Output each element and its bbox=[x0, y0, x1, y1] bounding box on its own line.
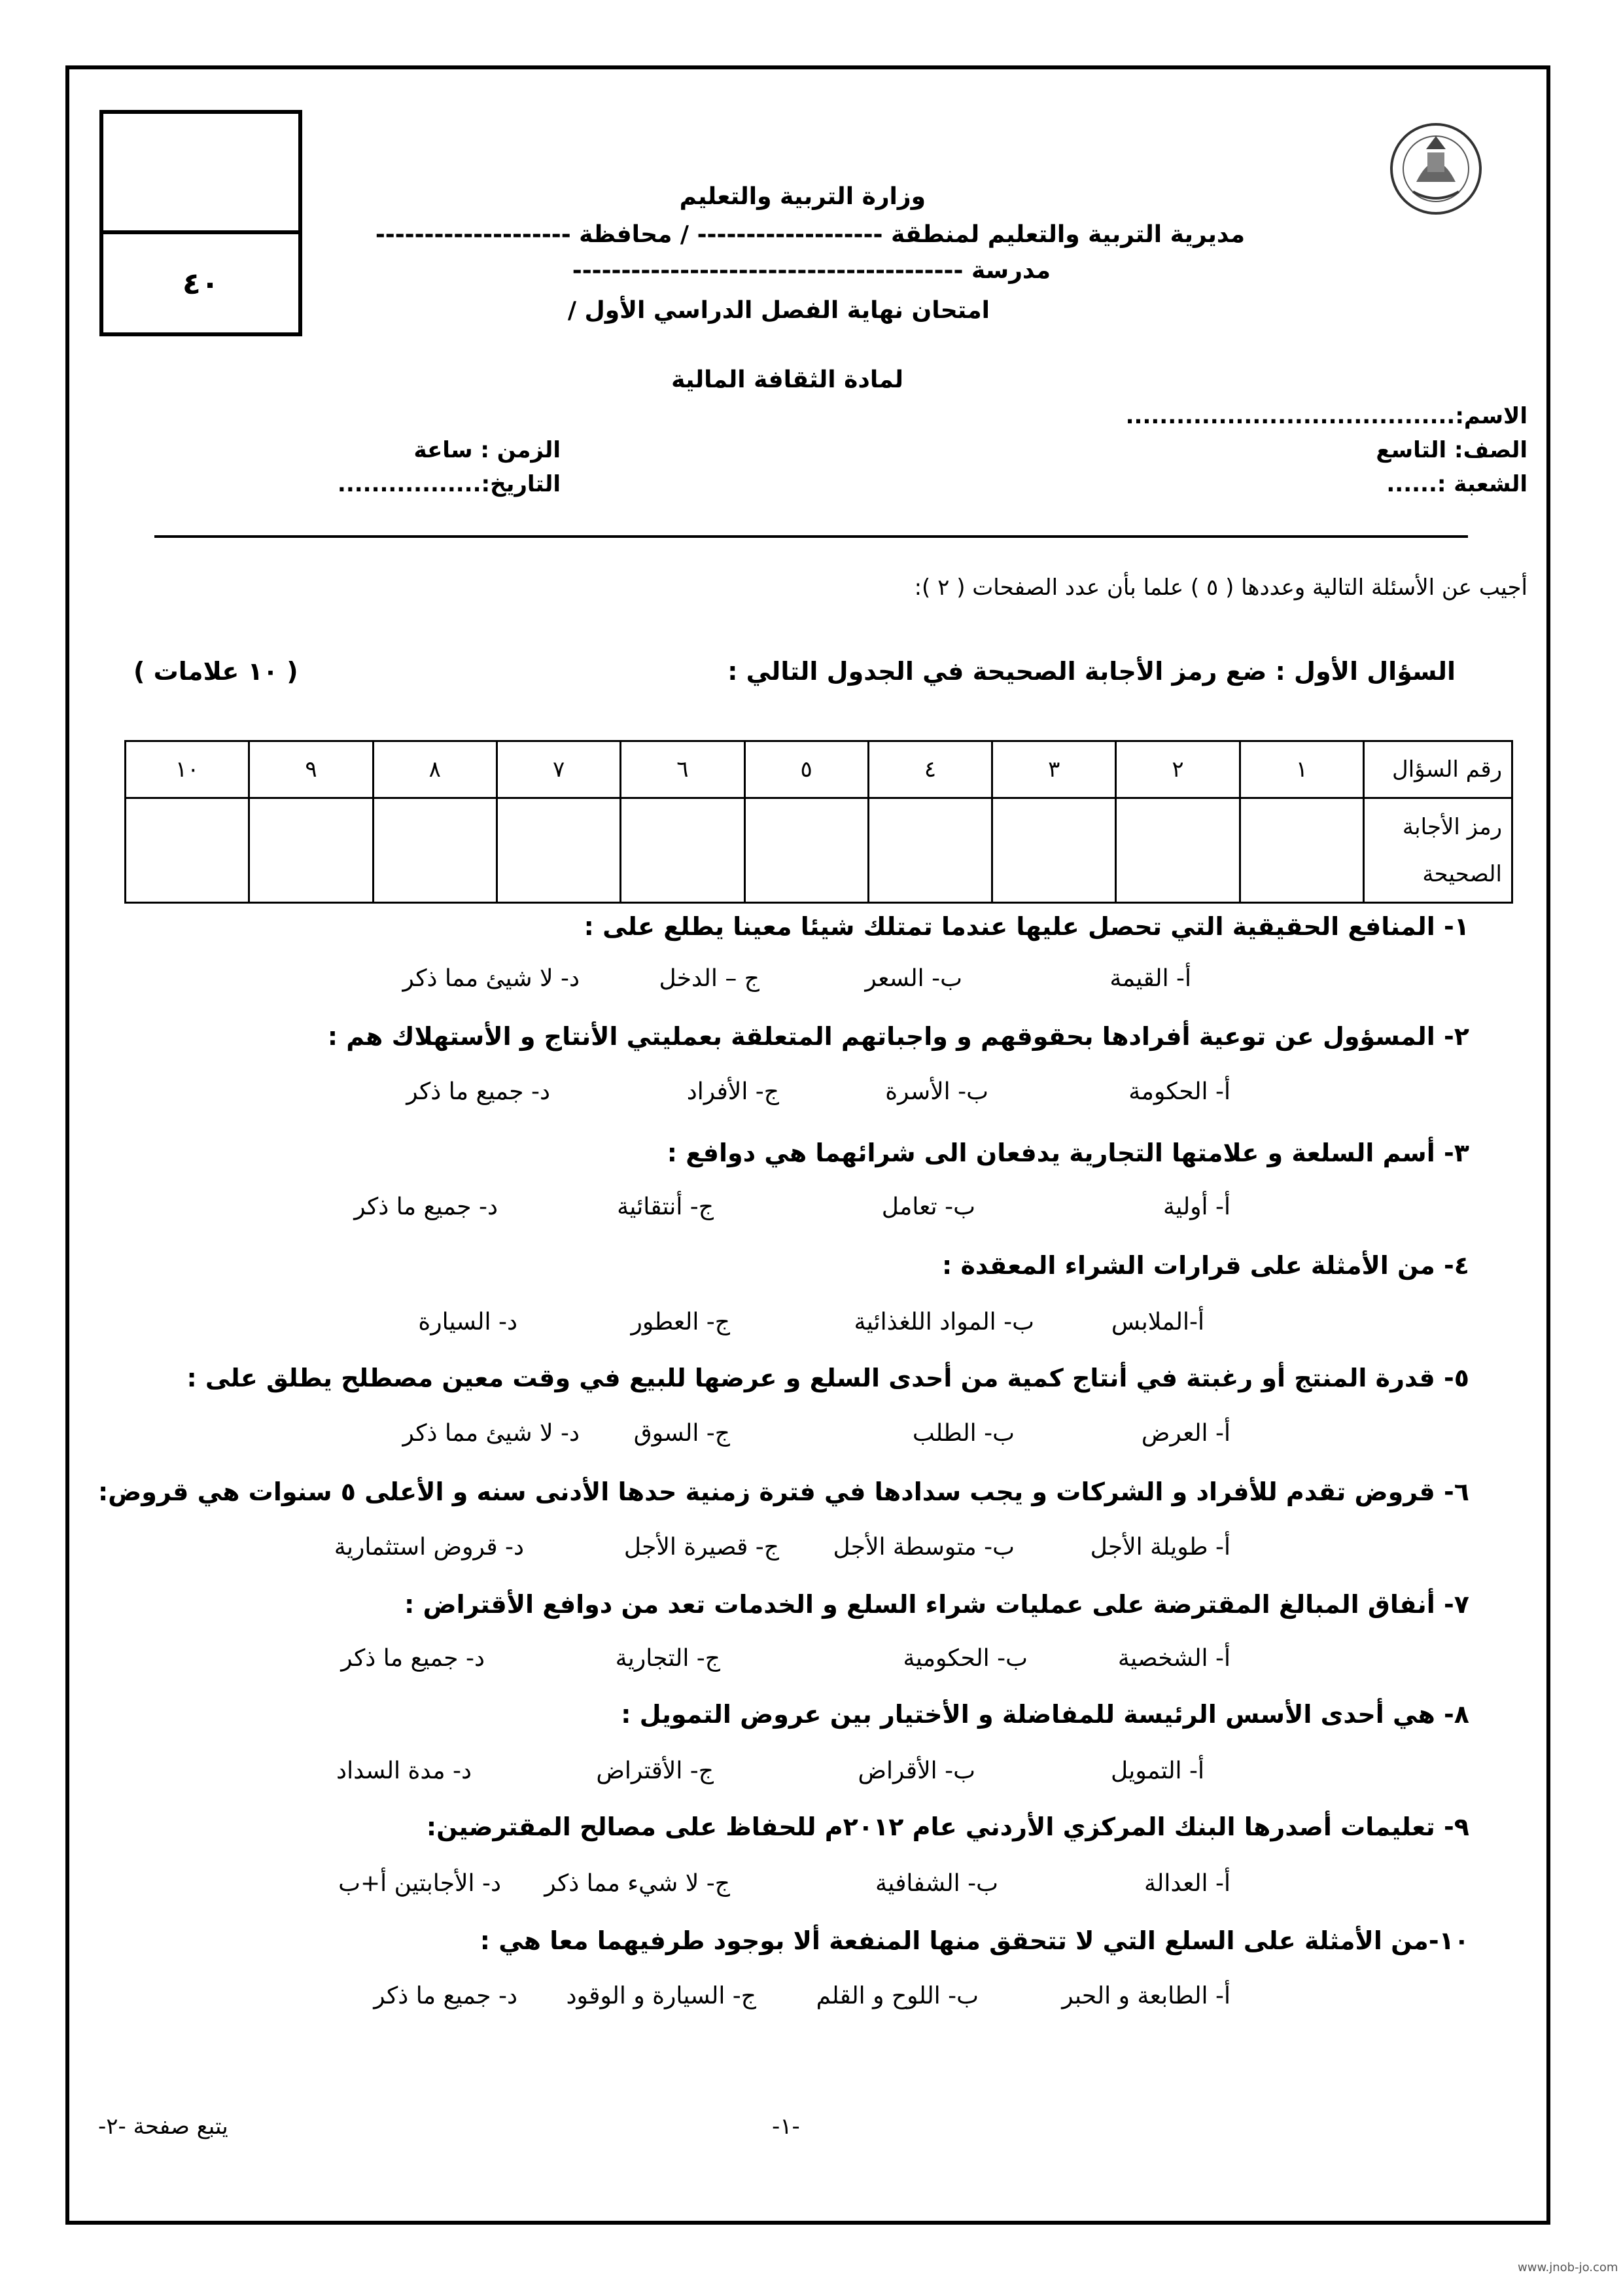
question-number-cell: ٧ bbox=[497, 741, 620, 798]
header-divider bbox=[154, 535, 1468, 538]
option-d[interactable]: د- جميع ما ذكر bbox=[374, 1983, 517, 2009]
answer-table-answer-row bbox=[126, 798, 1512, 903]
option-c[interactable]: ج- الأفراد bbox=[686, 1078, 779, 1105]
question-1: ١- المنافع الحقيقية التي تحصل عليها عندما تمتلك شيئا معينا يطلع على : bbox=[584, 912, 1469, 941]
ministry-emblem-icon bbox=[1387, 116, 1485, 221]
option-c[interactable]: ج- لا شيء مما ذكر bbox=[544, 1870, 730, 1897]
question-8: ٨- هي أحدى الأسس الرئيسة للمفاضلة و الأختيار بين عروض التمويل : bbox=[621, 1700, 1469, 1729]
option-b[interactable]: ب- السعر bbox=[865, 965, 962, 992]
option-a[interactable]: أ- التمويل bbox=[1111, 1757, 1204, 1784]
option-c[interactable]: ج- قصيرة الأجل bbox=[623, 1534, 779, 1561]
option-d[interactable]: د- السيارة bbox=[418, 1309, 517, 1335]
question-7: ٧- أنفاق المبالغ المقترضة على عمليات شراء السلع و الخدمات تعد من دوافع الأقتراض : bbox=[404, 1590, 1469, 1619]
question-9: ٩- تعليمات أصدرها البنك المركزي الأردني عام ٢٠١٢م للحفاظ على مصالح المقترضين: bbox=[426, 1812, 1469, 1841]
option-d[interactable]: د- جميع ما ذكر bbox=[406, 1078, 550, 1105]
option-c[interactable]: ج- العطور bbox=[631, 1309, 730, 1335]
watermark: www.jnob-jo.com bbox=[1518, 2261, 1618, 2274]
option-a[interactable]: أ- طويلة الأجل bbox=[1090, 1534, 1230, 1561]
question-5: ٥- قدرة المنتج أو رغبتة في أنتاج كمية من أحدى السلع و عرضها للبيع في وقت معين مصطلح يطلق على : bbox=[186, 1364, 1469, 1392]
ministry-title: وزارة التربية والتعليم bbox=[679, 183, 926, 210]
question-number-cell: ١ bbox=[1240, 741, 1363, 798]
exam-title: امتحان نهاية الفصل الدراسي الأول / bbox=[567, 297, 990, 324]
option-a[interactable]: أ-الملابس bbox=[1111, 1309, 1204, 1335]
school-line: مدرسة ---------------------------------------- bbox=[572, 257, 1051, 284]
option-b[interactable]: ب- الطلب bbox=[912, 1420, 1015, 1447]
answer-table bbox=[124, 740, 1513, 904]
question-3: ٣- أسم السلعة و علامتها التجارية يدفعان الى شرائهما هي دوافع : bbox=[667, 1139, 1469, 1167]
page-number: -١- bbox=[772, 2113, 800, 2140]
subject-title: لمادة الثقافة المالية bbox=[671, 366, 903, 393]
grade-box-blank bbox=[103, 114, 298, 234]
question-number-cell: ٨ bbox=[373, 741, 497, 798]
question-number-cell: ٢ bbox=[1116, 741, 1240, 798]
question-number-cell: ٤ bbox=[868, 741, 992, 798]
answer-cell[interactable] bbox=[249, 798, 373, 903]
question-number-label: رقم السؤال bbox=[1364, 741, 1512, 798]
option-b[interactable]: ب- الأسرة bbox=[885, 1078, 988, 1105]
option-b[interactable]: ب- الأقراض bbox=[858, 1757, 975, 1784]
continue-note: يتبع صفحة -٢- bbox=[98, 2113, 228, 2140]
option-b[interactable]: ب- المواد اللغذائية bbox=[854, 1309, 1034, 1335]
question-number-cell: ٦ bbox=[621, 741, 744, 798]
option-d[interactable]: د- الأجابتين أ+ب bbox=[338, 1870, 501, 1897]
option-d[interactable]: د- لا شيئ مما ذكر bbox=[402, 1420, 580, 1447]
option-c[interactable]: ج- السيارة و الوقود bbox=[566, 1983, 756, 2009]
question-10: ١٠-من الأمثلة على السلع التي لا تتحقق منها المنفعة ألا بوجود طرفيهما معا هي : bbox=[480, 1926, 1469, 1955]
answer-cell[interactable] bbox=[621, 798, 744, 903]
option-b[interactable]: ب- الحكومية bbox=[903, 1645, 1028, 1672]
question-6: ٦- قروض تقدم للأفراد و الشركات و يجب سدادها في فترة زمنية حدها الأدنى سنه و الأعلى ٥ سنوات هي قروض: bbox=[97, 1477, 1469, 1506]
answer-table-header-row bbox=[126, 741, 1512, 798]
option-a[interactable]: أ- القيمة bbox=[1109, 965, 1191, 992]
answer-cell[interactable] bbox=[373, 798, 497, 903]
option-c[interactable]: ج- أنتقائية bbox=[617, 1193, 714, 1220]
question-number-cell: ١٠ bbox=[126, 741, 249, 798]
option-d[interactable]: د- مدة السداد bbox=[336, 1757, 472, 1784]
option-c[interactable]: ج – الدخل bbox=[659, 965, 759, 992]
answer-cell[interactable] bbox=[497, 798, 620, 903]
q1-marks: ( ١٠ علامات ) bbox=[133, 657, 298, 686]
student-grade: الصف: التاسع bbox=[1376, 437, 1527, 463]
student-section-field[interactable]: الشعبة :...... bbox=[1386, 471, 1527, 497]
option-c[interactable]: ج- الأقتراض bbox=[596, 1757, 714, 1784]
option-a[interactable]: أ- الشخصية bbox=[1117, 1645, 1230, 1672]
option-a[interactable]: أ- العرض bbox=[1141, 1420, 1230, 1447]
option-b[interactable]: ب- اللوح و القلم bbox=[816, 1983, 979, 2009]
option-a[interactable]: أ- العدالة bbox=[1144, 1870, 1230, 1897]
instructions: أجيب عن الأسئلة التالية وعددها ( ٥ ) علما بأن عدد الصفحات ( ٢ ): bbox=[914, 574, 1527, 601]
q1-title: السؤال الأول : ضع رمز الأجابة الصحيحة في الجدول التالي : bbox=[727, 657, 1456, 686]
option-d[interactable]: د- جميع ما ذكر bbox=[354, 1193, 498, 1220]
answer-cell[interactable] bbox=[126, 798, 249, 903]
option-a[interactable]: أ- الطابعة و الحبر bbox=[1062, 1983, 1230, 2009]
grade-box bbox=[99, 110, 302, 336]
option-d[interactable]: د- قروض استثمارية bbox=[334, 1534, 524, 1561]
question-number-cell: ٣ bbox=[992, 741, 1116, 798]
option-d[interactable]: د- جميع ما ذكر bbox=[341, 1645, 485, 1672]
answer-cell[interactable] bbox=[1240, 798, 1363, 903]
option-a[interactable]: أ- الحكومة bbox=[1128, 1078, 1230, 1105]
question-number-cell: ٩ bbox=[249, 741, 373, 798]
option-b[interactable]: ب- متوسطة الأجل bbox=[833, 1534, 1015, 1561]
exam-date-field[interactable]: التاريخ:................. bbox=[337, 471, 561, 497]
answer-cell[interactable] bbox=[992, 798, 1116, 903]
option-c[interactable]: ج- السوق bbox=[633, 1420, 730, 1447]
option-b[interactable]: ب- الشفافية bbox=[875, 1870, 998, 1897]
directorate-line: مديرية التربية والتعليم لمنطقة ------------------- / محافظة -------------------- bbox=[375, 221, 1245, 248]
student-name-field[interactable]: الاسم:....................................... bbox=[1125, 403, 1527, 429]
option-d[interactable]: د- لا شيئ مما ذكر bbox=[402, 965, 580, 992]
question-number-cell: ٥ bbox=[744, 741, 868, 798]
question-4: ٤- من الأمثلة على قرارات الشراء المعقدة : bbox=[942, 1251, 1469, 1280]
question-2: ٢- المسؤول عن توعية أفرادها بحقوقهم و واجباتهم المتعلقة بعمليتي الأنتاج و الأستهلاك هم : bbox=[327, 1022, 1469, 1051]
option-a[interactable]: أ- أولية bbox=[1163, 1193, 1230, 1220]
answer-cell[interactable] bbox=[744, 798, 868, 903]
answer-cell[interactable] bbox=[868, 798, 992, 903]
exam-time: الزمن : ساعة bbox=[413, 437, 561, 463]
total-score: ٤٠ bbox=[182, 266, 220, 301]
answer-symbol-label: رمز الأجابة الصحيحة bbox=[1364, 798, 1512, 903]
answer-cell[interactable] bbox=[1116, 798, 1240, 903]
option-c[interactable]: ج- التجارية bbox=[615, 1645, 720, 1672]
option-b[interactable]: ب- تعامل bbox=[881, 1193, 975, 1220]
